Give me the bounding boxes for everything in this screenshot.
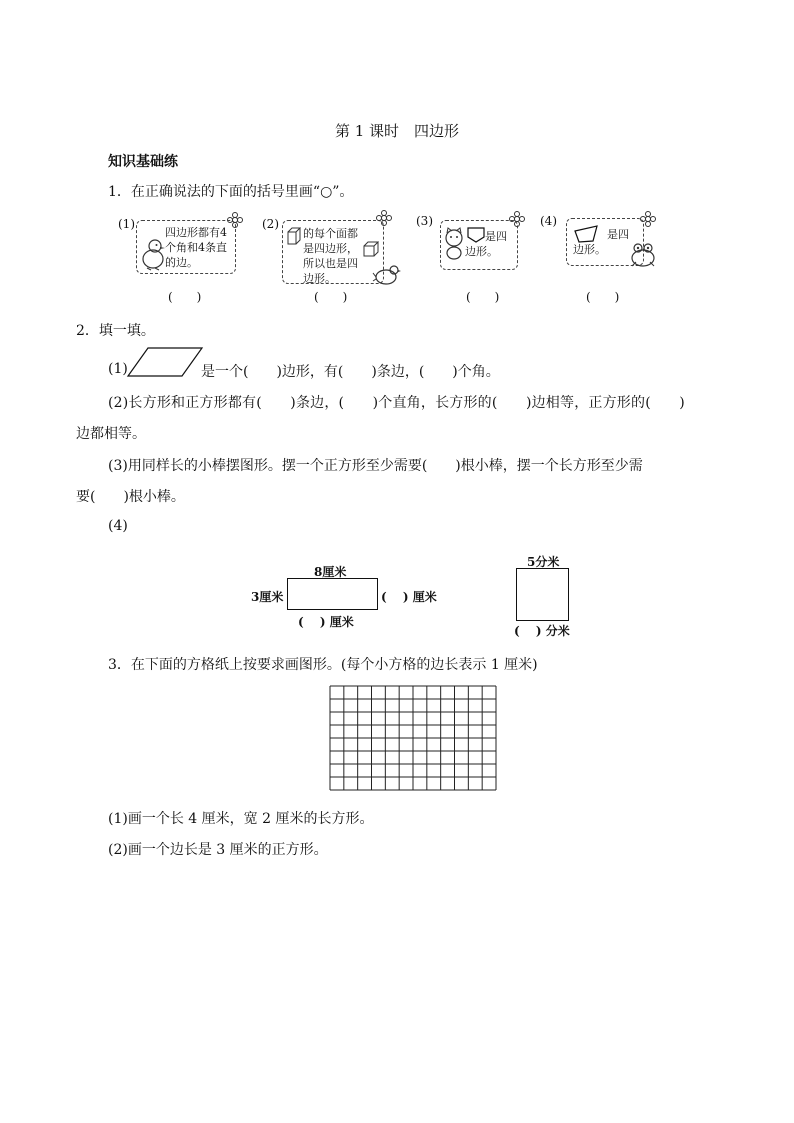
q1-item1-card	[136, 220, 236, 274]
q1-item2-num: (2)	[262, 217, 279, 231]
q1-prompt: 1．在正确说法的下面的括号里画“○”。	[108, 184, 354, 200]
flower-icon	[227, 212, 243, 228]
q1-item2-card	[282, 220, 384, 284]
rect-right-blank[interactable]: ( ) 厘米	[381, 590, 437, 604]
q1-item3-card	[440, 220, 518, 270]
rect-bottom-blank[interactable]: ( ) 厘米	[298, 615, 354, 629]
q3-task1: (1)画一个长 4 厘米，宽 2 厘米的长方形。	[108, 811, 374, 827]
q2-part2-line1: (2)长方形和正方形都有( )条边，( )个直角，长方形的( )边相等，正方形的( )	[108, 395, 685, 411]
q2-part3-line1: (3)用同样长的小棒摆图形。摆一个正方形至少需要( )根小棒，摆一个长方形至少需	[108, 458, 643, 474]
flower-icon	[640, 211, 656, 227]
cuboid-icon	[287, 227, 301, 245]
square-figure	[516, 568, 569, 621]
q1-item4-text: 是四边形。	[573, 228, 629, 256]
q1-item1-text: 四边形都有4个角和4条直的边。	[165, 226, 227, 269]
q2-part2-line2: 边都相等。	[76, 426, 146, 442]
q1-item1-answer[interactable]: ( )	[168, 290, 202, 304]
q1-item4-answer[interactable]: ( )	[586, 290, 620, 304]
rectangle-figure	[287, 578, 378, 610]
flower-icon	[509, 211, 525, 227]
frog-icon	[628, 240, 658, 270]
grid-paper[interactable]	[329, 685, 497, 791]
section-heading: 知识基础练	[108, 154, 178, 170]
page-title: 第 1 课时 四边形	[334, 122, 460, 140]
q1-item4-num: (4)	[540, 214, 557, 228]
q3-task2: (2)画一个边长是 3 厘米的正方形。	[108, 842, 328, 858]
parallelogram-shape	[126, 346, 204, 378]
square-bottom-blank[interactable]: ( ) 分米	[514, 624, 570, 638]
q1-item3-num: (3)	[416, 214, 433, 228]
cat-icon	[443, 227, 465, 261]
q2-prompt: 2．填一填。	[76, 323, 155, 339]
q1-item2-answer[interactable]: ( )	[314, 290, 348, 304]
square-side-label: 5分米	[527, 555, 560, 569]
duck-icon	[139, 237, 167, 271]
q2-part1-text: 是一个( )边形，有( )条边，( )个角。	[201, 364, 500, 380]
bird-icon	[372, 262, 402, 288]
q2-part3-line2: 要( )根小棒。	[76, 489, 185, 505]
q2-part4-num: (4)	[108, 518, 128, 534]
q2-part1-num: (1)	[108, 361, 128, 377]
q1-item3-answer[interactable]: ( )	[466, 290, 500, 304]
flower-icon	[376, 210, 392, 226]
q1-item1-num: (1)	[118, 217, 135, 231]
rect-width-label: 3厘米	[251, 590, 284, 604]
q1-item2-text: 的每个面都是四边形，所以也是四边形。	[303, 227, 358, 285]
rect-length-label: 8厘米	[314, 565, 347, 579]
q1-item3-text: 是四边形。	[465, 230, 507, 258]
q3-prompt: 3．在下面的方格纸上按要求画图形。(每个小方格的边长表示 1 厘米)	[108, 657, 538, 673]
